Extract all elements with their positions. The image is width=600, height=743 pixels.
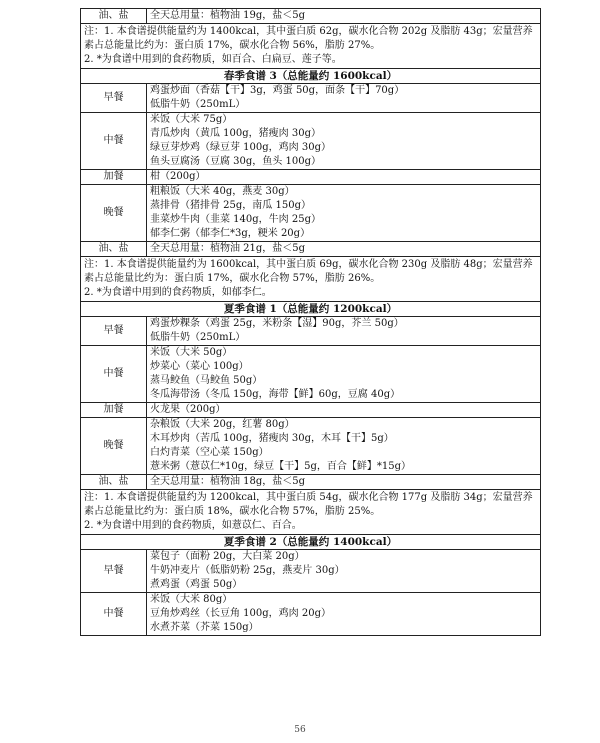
meal-label: 中餐: [81, 346, 147, 403]
food-item: 韭菜炒牛肉（韭菜 140g，牛肉 25g）: [150, 214, 321, 225]
food-item: 水煮芥菜（芥菜 150g）: [150, 622, 259, 633]
recipe-document: [80, 8, 540, 636]
food-item: 全天总用量：植物油 18g，盐＜5g: [150, 476, 306, 487]
meal-row: [81, 113, 541, 170]
meal-items: [147, 550, 541, 593]
food-item: 全天总用量：植物油 21g，盐＜5g: [150, 243, 306, 254]
food-item: 米饭（大米 75g）: [150, 114, 233, 125]
meal-items: [147, 475, 541, 490]
food-item: 菜包子（面粉 20g，大白菜 20g）: [150, 551, 305, 562]
food-item: 米饭（大米 80g）: [150, 594, 233, 605]
page-number: 56: [294, 725, 306, 735]
food-item: 郁李仁粥（郁李仁*3g，粳米 20g）: [150, 228, 311, 239]
meal-items: [147, 593, 541, 636]
food-item: 蒸马鲛鱼（马鲛鱼 50g）: [150, 375, 263, 386]
food-item: 冬瓜海带汤（冬瓜 150g，海带【鲜】60g，豆腐 40g）: [150, 389, 401, 400]
food-item: 低脂牛奶（250mL）: [150, 99, 246, 110]
nutrition-note-row: [81, 257, 541, 302]
meal-label: 早餐: [81, 550, 147, 593]
meal-items: [147, 346, 541, 403]
note-line: 2. *为食谱中用到的食药物质，如郁李仁。: [84, 287, 272, 298]
nutrition-note-row: [81, 490, 541, 535]
meal-label: 早餐: [81, 84, 147, 113]
nutrition-note-row: [81, 24, 541, 69]
meal-row: [81, 475, 541, 490]
meal-label: 中餐: [81, 113, 147, 170]
note-line: 注：1. 本食谱提供能量约为 1600kcal，其中蛋白质 69g，碳水化合物 230g 及脂肪 48g；宏量营养素占总能量比约为：蛋白质 17%，碳水化合物 57%，脂肪 26%。: [84, 259, 533, 284]
food-item: 粗粮饭（大米 40g，燕麦 30g）: [150, 186, 295, 197]
nutrition-note: [81, 490, 541, 535]
recipe-heading: 夏季食谱 1（总能量约 1200kcal）: [81, 302, 541, 317]
food-item: 白灼青菜（空心菜 150g）: [150, 447, 269, 458]
meal-items: [147, 170, 541, 185]
note-line: 2. *为食谱中用到的食药物质，如薏苡仁、百合。: [84, 520, 302, 531]
note-line: 注：1. 本食谱提供能量约为 1200kcal，其中蛋白质 54g，碳水化合物 177g 及脂肪 34g；宏量营养素占总能量比约为：蛋白质 18%，碳水化合物 57%，脂肪 25%。: [84, 492, 533, 517]
meal-items: [147, 9, 541, 24]
food-item: 牛奶冲麦片（低脂奶粉 25g，燕麦片 30g）: [150, 565, 345, 576]
meal-row: [81, 403, 541, 418]
nutrition-note: [81, 257, 541, 302]
meal-label: 加餐: [81, 170, 147, 185]
meal-row: [81, 242, 541, 257]
recipe-heading-row: [81, 302, 541, 317]
food-item: 豆角炒鸡丝（长豆角 100g，鸡肉 20g）: [150, 608, 331, 619]
meal-label: 早餐: [81, 317, 147, 346]
meal-items: [147, 317, 541, 346]
food-item: 鱼头豆腐汤（豆腐 30g，鱼头 100g）: [150, 156, 321, 167]
recipe-table-body: [81, 9, 541, 636]
meal-label: 油、盐: [81, 475, 147, 490]
food-item: 杂粮饭（大米 20g，红薯 80g）: [150, 419, 295, 430]
recipe-heading: 夏季食谱 2（总能量约 1400kcal）: [81, 535, 541, 550]
meal-row: [81, 84, 541, 113]
food-item: 蒸排骨（猪排骨 25g，南瓜 150g）: [150, 200, 311, 211]
meal-row: [81, 185, 541, 242]
food-item: 青瓜炒肉（黄瓜 100g，猪瘦肉 30g）: [150, 128, 321, 139]
food-item: 全天总用量：植物油 19g，盐＜5g: [150, 10, 306, 21]
meal-row: [81, 317, 541, 346]
meal-items: [147, 113, 541, 170]
food-item: 火龙果（200g）: [150, 404, 226, 415]
meal-items: [147, 403, 541, 418]
nutrition-note: [81, 24, 541, 69]
meal-row: [81, 550, 541, 593]
meal-items: [147, 185, 541, 242]
recipe-table: [80, 8, 541, 636]
recipe-heading: 春季食谱 3（总能量约 1600kcal）: [81, 69, 541, 84]
meal-row: [81, 418, 541, 475]
meal-label: 油、盐: [81, 9, 147, 24]
food-item: 柑（200g）: [150, 171, 206, 182]
meal-row: [81, 346, 541, 403]
food-item: 绿豆芽炒鸡（绿豆芽 100g，鸡肉 30g）: [150, 142, 331, 153]
meal-label: 晚餐: [81, 418, 147, 475]
meal-row: [81, 9, 541, 24]
meal-label: 晚餐: [81, 185, 147, 242]
meal-items: [147, 84, 541, 113]
meal-items: [147, 418, 541, 475]
recipe-heading-row: [81, 535, 541, 550]
food-item: 薏米粥（薏苡仁*10g，绿豆【干】5g，百合【鲜】*15g）: [150, 461, 412, 472]
food-item: 炒菜心（菜心 100g）: [150, 361, 249, 372]
food-item: 木耳炒肉（苦瓜 100g，猪瘦肉 30g，木耳【干】5g）: [150, 433, 394, 444]
meal-row: [81, 593, 541, 636]
food-item: 煮鸡蛋（鸡蛋 50g）: [150, 579, 243, 590]
note-line: 注：1. 本食谱提供能量约为 1400kcal，其中蛋白质 62g，碳水化合物 202g 及脂肪 43g；宏量营养素占总能量比约为：蛋白质 17%，碳水化合物 56%，脂肪 27%。: [84, 26, 533, 51]
meal-row: [81, 170, 541, 185]
meal-label: 油、盐: [81, 242, 147, 257]
meal-items: [147, 242, 541, 257]
note-line: 2. *为食谱中用到的食药物质，如百合、白扁豆、莲子等。: [84, 54, 342, 65]
food-item: 米饭（大米 50g）: [150, 347, 233, 358]
recipe-heading-row: [81, 69, 541, 84]
meal-label: 加餐: [81, 403, 147, 418]
food-item: 鸡蛋炒面（香菇【干】3g，鸡蛋 50g，面条【干】70g）: [150, 85, 405, 96]
food-item: 鸡蛋炒粿条（鸡蛋 25g，米粉条【湿】90g，芥兰 50g）: [150, 318, 404, 329]
food-item: 低脂牛奶（250mL）: [150, 332, 246, 343]
meal-label: 中餐: [81, 593, 147, 636]
